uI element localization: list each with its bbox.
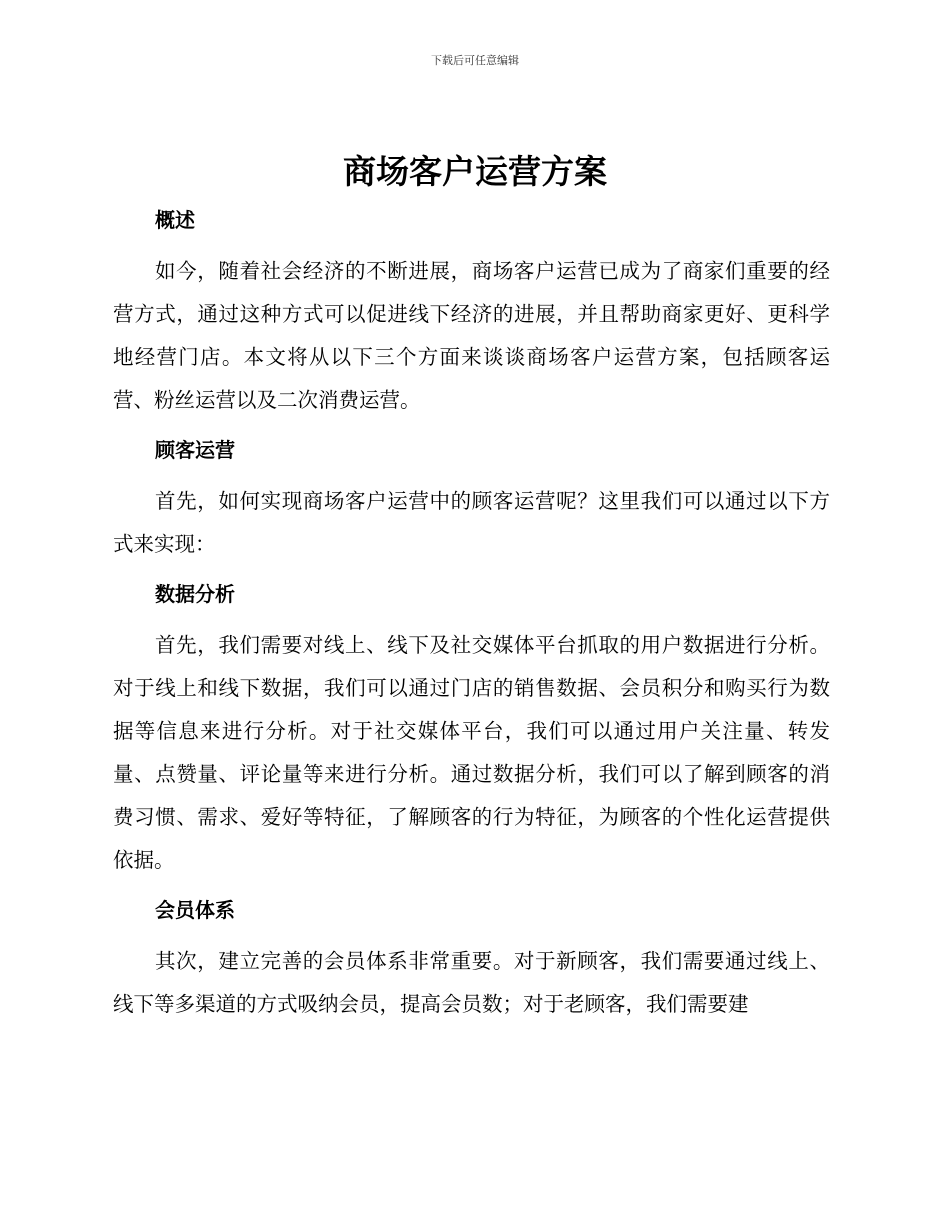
document-body (113, 196, 830, 1040)
document-title: 商场客户运营方案 (343, 152, 607, 191)
section-heading-overview: 概述 (155, 208, 195, 232)
section-heading-customer-operation: 顾客运营 (155, 438, 235, 462)
section-heading-data-analysis: 数据分析 (155, 582, 235, 606)
page-header-note: 下载后可任意编辑 (431, 54, 519, 67)
paragraph-overview: 如今，随着社会经济的不断进展，商场客户运营已成为了商家们重要的经营方式，通过这种方式可以促进线下经济的进展，并且帮助商家更好、更科学地经营门店。本文将从以下三个方面来谈谈商场客户运营方案，包括顾客运营、粉丝运营以及二次消费运营。 (113, 259, 830, 412)
section-heading-membership-system: 会员体系 (155, 898, 235, 922)
paragraph-membership-system: 其次，建立完善的会员体系非常重要。对于新顾客，我们需要通过线上、线下等多渠道的方式吸纳会员，提高会员数；对于老顾客，我们需要建 (113, 949, 830, 1016)
paragraph-data-analysis: 首先，我们需要对线上、线下及社交媒体平台抓取的用户数据进行分析。对于线上和线下数据，我们可以通过门店的销售数据、会员积分和购买行为数据等信息来进行分析。对于社交媒体平台，我们可以通过用户关注量、转发量、点赞量、评论量等来进行分析。通过数据分析，我们可以了解到顾客的消费习惯、需求、爱好等特征，了解顾客的行为特征，为顾客的个性化运营提供依据。 (113, 633, 830, 872)
paragraph-customer-operation: 首先，如何实现商场客户运营中的顾客运营呢？这里我们可以通过以下方式来实现： (113, 489, 830, 556)
